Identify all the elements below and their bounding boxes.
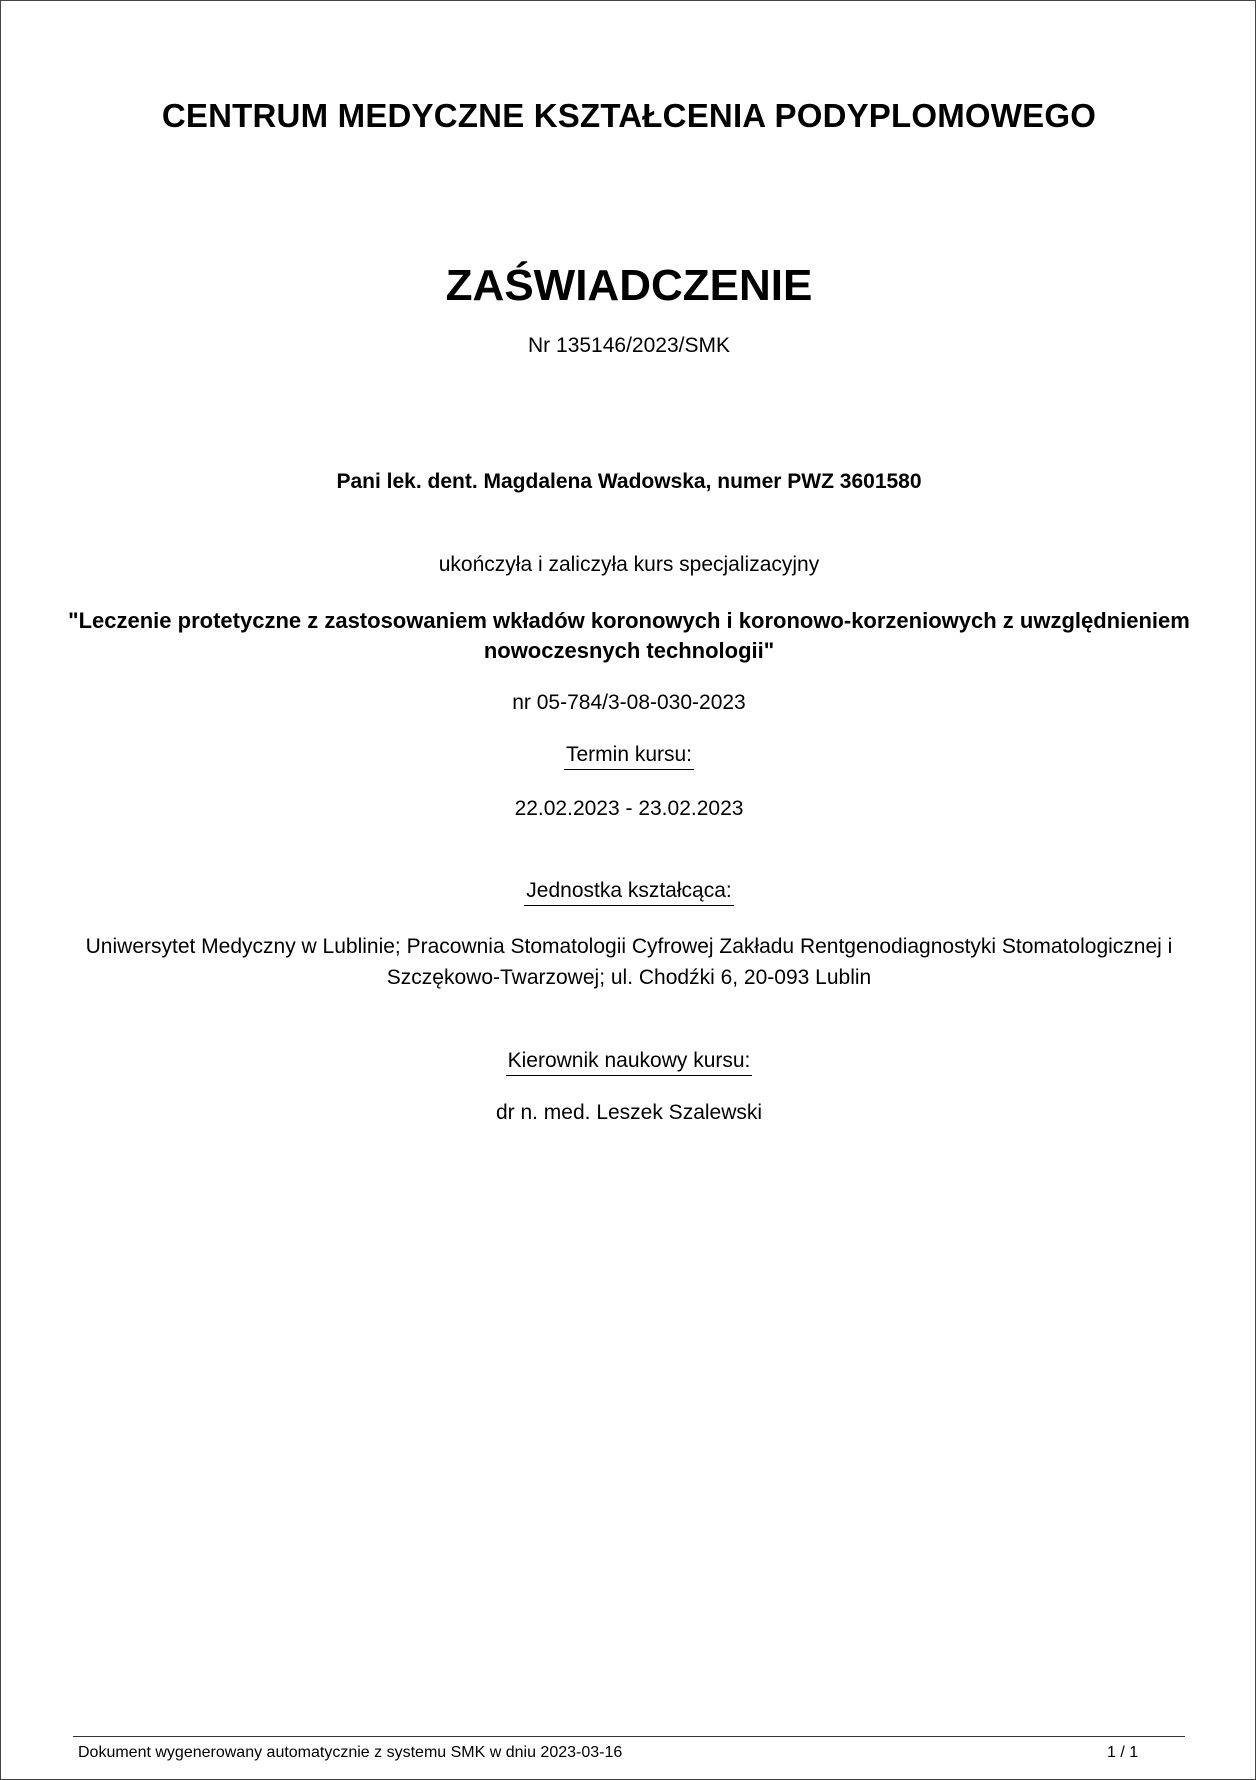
footer-divider-segment: [1078, 1736, 1128, 1737]
training-unit-value: Uniwersytet Medyczny w Lublinie; Pracownia Stomatologii Cyfrowej Zakładu Rentgenodiagnostyki Stomatologicznej i Szczękowo-Twarzowej; ul. Chodźki 6, 20-093 Lublin: [85, 935, 1173, 989]
scientific-head-label: Kierownik naukowy kursu:: [506, 1049, 753, 1076]
course-name: "Leczenie protetyczne z zastosowaniem wkładów koronowych i koronowo-korzeniowych z uwzględnieniem nowoczesnych technologii": [68, 608, 1190, 663]
term-value: 22.02.2023 - 23.02.2023: [514, 797, 744, 820]
footer-divider-segment: [1135, 1736, 1185, 1737]
course-number: nr 05-784/3-08-030-2023: [512, 691, 746, 714]
training-unit-label: Jednostka kształcąca:: [524, 879, 733, 906]
institution-name: CENTRUM MEDYCZNE KSZTAŁCENIA PODYPLOMOWEGO: [161, 97, 1097, 134]
completion-statement: ukończyła i zaliczyła kurs specjalizacyjny: [438, 553, 820, 576]
recipient-line: Pani lek. dent. Magdalena Wadowska, numer PWZ 3601580: [336, 470, 922, 493]
document-title: ZAŚWIADCZENIE: [445, 261, 813, 310]
document-number: Nr 135146/2023/SMK: [528, 334, 730, 357]
unit-label-row: [1, 879, 1256, 906]
footer-generated-note: Dokument wygenerowany automatycznie z systemu SMK w dniu 2023-03-16: [78, 1744, 623, 1761]
head-label-row: [1, 1049, 1256, 1076]
scientific-head-value: dr n. med. Leszek Szalewski: [495, 1101, 763, 1124]
term-label: Termin kursu:: [564, 743, 694, 770]
footer-divider: [73, 1736, 1185, 1737]
footer-page-indicator: 1 / 1: [1107, 1744, 1139, 1761]
term-label-row: [1, 743, 1256, 770]
